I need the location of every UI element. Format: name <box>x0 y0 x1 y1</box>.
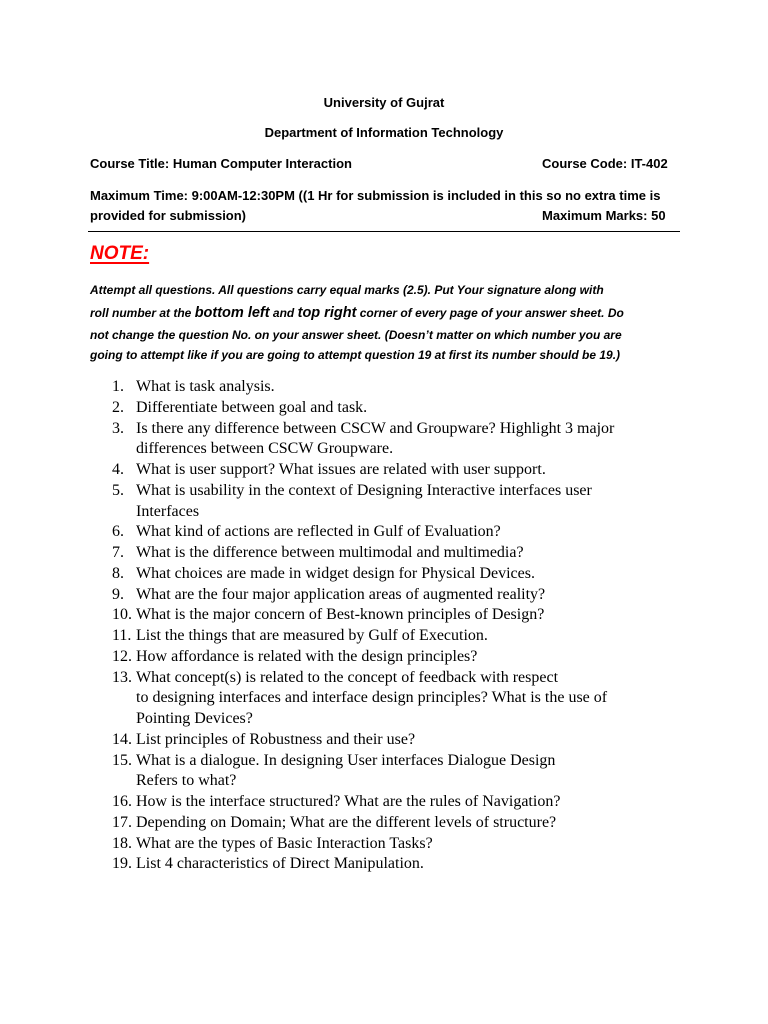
question-number: 12. <box>112 647 132 665</box>
question-text: Differentiate between goal and task. <box>136 398 368 416</box>
question-number: 7. <box>112 544 124 561</box>
question-number: 16. <box>112 793 132 810</box>
question-number: 11. <box>112 627 132 644</box>
note-heading: NOTE: <box>90 243 150 264</box>
instruction-emphasis-top-right: top right <box>297 305 357 321</box>
question-item <box>112 481 592 523</box>
question-item <box>112 647 477 668</box>
header-divider <box>88 231 680 232</box>
question-number: 8. <box>112 564 124 582</box>
question-item <box>112 813 556 834</box>
question-text: How affordance is related with the design principles? <box>136 647 478 665</box>
instruction-line-2 <box>90 305 624 321</box>
question-number: 1. <box>112 378 124 395</box>
question-text: What is a dialogue. In designing User interfaces Dialogue Design <box>136 751 556 769</box>
question-number: 6. <box>112 523 124 541</box>
question-text: Interfaces <box>136 502 200 520</box>
question-number: 17. <box>112 813 132 831</box>
instruction-text: roll number at the <box>90 306 195 320</box>
question-text: What is user support? What issues are related with user support. <box>136 461 546 478</box>
question-number: 3. <box>112 419 124 437</box>
question-text: What choices are made in widget design for Physical Devices. <box>136 564 535 582</box>
question-item <box>112 854 424 875</box>
question-item <box>112 751 555 793</box>
course-title: Course Title: Human Computer Interaction <box>90 156 352 171</box>
instruction-emphasis-bottom-left: bottom left <box>194 305 270 321</box>
instruction-line-3: not change the question No. on your answer sheet. (Doesn’t matter on which number you are <box>90 328 622 342</box>
question-number: 5. <box>112 481 124 499</box>
question-item <box>112 730 415 751</box>
question-number: 9. <box>112 585 124 603</box>
instruction-text: corner of every page of your answer sheet. Do <box>356 306 624 320</box>
question-text: to designing interfaces and interface design principles? What is the use of <box>136 689 608 707</box>
question-text: What is usability in the context of Designing Interactive interfaces user <box>136 481 592 499</box>
question-number: 18. <box>112 834 132 852</box>
question-text: What are the types of Basic Interaction Tasks? <box>136 834 433 852</box>
question-item <box>112 834 433 855</box>
question-item <box>112 792 560 813</box>
course-code: Course Code: IT-402 <box>542 156 668 171</box>
question-text: What is the difference between multimodal and multimedia? <box>136 544 524 561</box>
question-number: 14. <box>112 730 132 748</box>
max-marks: Maximum Marks: 50 <box>542 208 666 223</box>
question-item <box>112 543 524 564</box>
university-name: University of Gujrat <box>323 95 445 110</box>
question-number: 2. <box>112 398 124 416</box>
instruction-text: and <box>269 306 298 320</box>
question-text: List 4 characteristics of Direct Manipulation. <box>136 855 424 873</box>
question-item <box>112 377 275 398</box>
question-item <box>112 419 614 461</box>
question-item <box>112 605 544 626</box>
question-text: Depending on Domain; What are the different levels of structure? <box>136 813 557 831</box>
question-item <box>112 398 367 419</box>
question-item <box>112 668 607 730</box>
instruction-line-4: going to attempt like if you are going to attempt question 19 at first its number should be 19.) <box>90 348 621 362</box>
question-text: How is the interface structured? What are the rules of Navigation? <box>136 793 561 810</box>
question-text: What are the four major application areas of augmented reality? <box>136 585 546 603</box>
question-text: List the things that are measured by Gulf of Execution. <box>136 627 488 644</box>
max-time-line-2: provided for submission) <box>90 208 247 223</box>
question-number: 4. <box>112 461 124 478</box>
question-text: Is there any difference between CSCW and Groupware? Highlight 3 major <box>136 419 615 437</box>
question-text: List principles of Robustness and their use? <box>136 730 416 748</box>
question-text: Pointing Devices? <box>136 710 253 727</box>
department-name: Department of Information Technology <box>264 125 504 140</box>
question-item <box>112 460 546 481</box>
max-time-line-1: Maximum Time: 9:00AM-12:30PM ((1 Hr for submission is included in this so no extra time is <box>90 188 661 203</box>
question-number: 10. <box>112 606 132 624</box>
question-item <box>112 522 501 543</box>
instruction-line-1: Attempt all questions. All questions carry equal marks (2.5). Put Your signature along with <box>90 283 604 297</box>
question-item <box>112 585 545 606</box>
question-text: Refers to what? <box>136 772 237 790</box>
question-number: 13. <box>112 668 132 686</box>
question-text: What is the major concern of Best-known principles of Design? <box>136 606 545 624</box>
question-text: What is task analysis. <box>136 378 275 395</box>
question-text: differences between CSCW Groupware. <box>136 440 394 458</box>
question-number: 19. <box>112 855 132 873</box>
question-text: What kind of actions are reflected in Gulf of Evaluation? <box>136 523 501 541</box>
question-text: What concept(s) is related to the concept of feedback with respect <box>136 668 559 686</box>
question-item <box>112 564 535 585</box>
question-item <box>112 626 488 647</box>
question-number: 15. <box>112 751 132 769</box>
